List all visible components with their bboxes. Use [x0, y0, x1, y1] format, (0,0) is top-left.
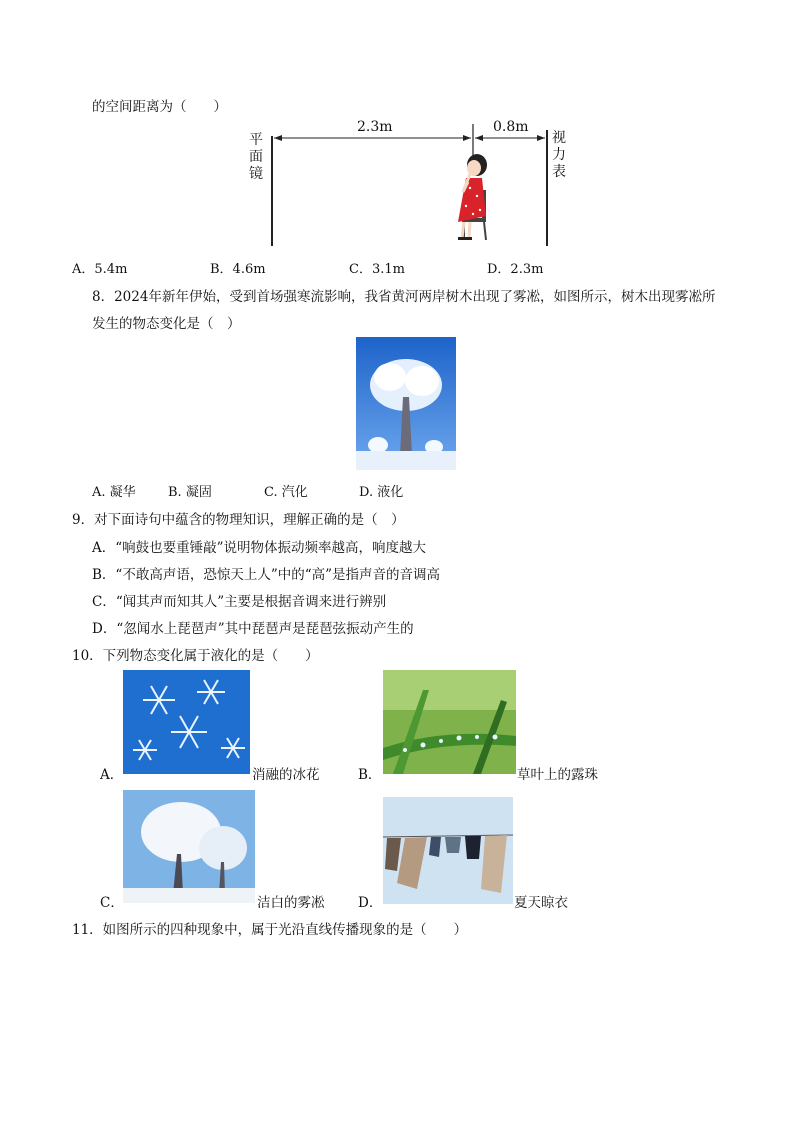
q9-option-d[interactable]: D．“忽闻水上琵琶声”其中琵琶声是琵琶弦振动产生的 — [92, 621, 414, 637]
q9-stem: 9．对下面诗句中蕴含的物理知识，理解正确的是（ ） — [72, 512, 405, 528]
eye-chart-label: 视力表 — [552, 130, 566, 180]
q11-stem: 11．如图所示的四种现象中，属于光沿直线传播现象的是（ ） — [72, 922, 468, 938]
q9-option-c[interactable]: C．“闻其声而知其人”主要是根据音调来进行辨别 — [92, 594, 387, 610]
arrow-right-1 — [463, 135, 471, 141]
q10-option-b-letter[interactable]: B． — [358, 767, 382, 783]
mirror-label: 平面镜 — [249, 132, 263, 182]
q8-option-d[interactable]: D. 液化 — [359, 485, 404, 500]
rime-tree-photo — [356, 337, 456, 470]
q10-option-d-letter[interactable]: D． — [358, 895, 383, 911]
q8-option-b[interactable]: B. 凝固 — [168, 485, 212, 500]
drying-clothes-photo — [383, 797, 513, 904]
arrow-left-1 — [274, 135, 282, 141]
rime-trees-photo — [123, 790, 255, 903]
q8-option-a[interactable]: A. 凝华 — [92, 485, 136, 500]
distance-label-1: 2.3m — [357, 119, 393, 135]
q8-stem-line1: 8．2024年新年伊始，受到首场强寒流影响，我省黄河两岸树木出现了雾凇，如图所示，树木出现雾凇所 — [92, 289, 716, 305]
q8-stem-line2: 发生的物态变化是（ ） — [92, 316, 241, 332]
q7-stem-tail: 的空间距离为（ ） — [92, 99, 227, 115]
q7-option-a[interactable]: A．5.4m — [72, 262, 128, 277]
distance-label-2: 0.8m — [493, 119, 529, 135]
mirror-distance-diagram — [230, 118, 590, 250]
arrow-left-2 — [475, 135, 483, 141]
q9-option-b[interactable]: B．“不敢高声语，恐惊天上人”中的“高”是指声音的音调高 — [92, 567, 441, 583]
q10-option-a-caption: 消融的冰花 — [252, 767, 320, 783]
ice-flower-photo — [123, 670, 250, 774]
seated-girl-figure — [458, 154, 487, 240]
q10-option-a-letter[interactable]: A． — [100, 767, 124, 783]
q8-option-c[interactable]: C. 汽化 — [264, 485, 308, 500]
dew-grass-photo — [383, 670, 516, 774]
diagram-svg — [230, 118, 590, 250]
q7-option-d[interactable]: D．2.3m — [487, 262, 544, 277]
q10-option-c-caption: 洁白的雾凇 — [257, 895, 325, 911]
q10-option-b-caption: 草叶上的露珠 — [517, 767, 598, 783]
q10-stem: 10．下列物态变化属于液化的是（ ） — [72, 648, 319, 664]
q10-option-d-caption: 夏天晾衣 — [514, 895, 568, 911]
q7-option-c[interactable]: C．3.1m — [349, 262, 405, 277]
arrow-right-2 — [537, 135, 545, 141]
q9-option-a[interactable]: A．“响鼓也要重锤敲”说明物体振动频率越高，响度越大 — [92, 540, 427, 556]
q7-option-b[interactable]: B．4.6m — [210, 262, 266, 277]
q10-option-c-letter[interactable]: C． — [100, 895, 124, 911]
